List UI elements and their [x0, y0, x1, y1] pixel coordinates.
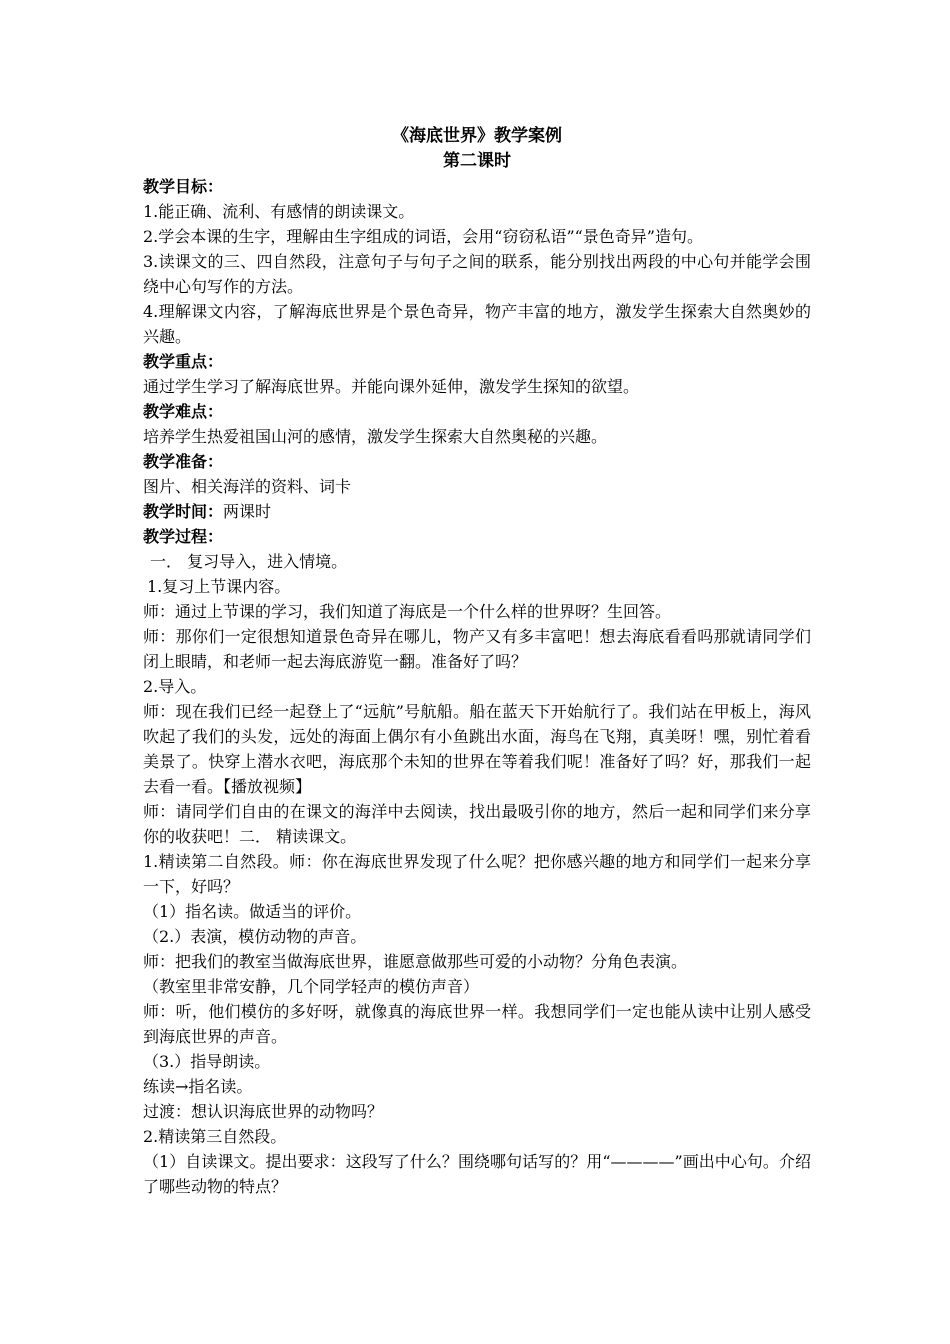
document-title: 《海底世界》教学案例 — [392, 126, 562, 146]
process-paragraph: 师：把我们的教室当做海底世界，谁愿意做那些可爱的小动物？分角色表演。 — [143, 952, 688, 971]
prep-heading: 教学准备： — [143, 452, 224, 471]
process-paragraph: 1.精读第二自然段。师：你在海底世界发现了什么呢？把你感兴趣的地方和同学们一起来分享一下，好吗？ — [143, 852, 811, 896]
process-paragraph: 过渡：想认识海底世界的动物吗？ — [143, 1102, 384, 1121]
time-heading: 教学时间： — [143, 502, 224, 521]
process-paragraph: 师：那你们一定很想知道景色奇异在哪儿，物产又有多丰富吧！想去海底看看吗那就请同学们闭上眼睛，和老师一起去海底游览一翻。准备好了吗？ — [143, 627, 811, 671]
objective-item: 1.能正确、流利、有感情的朗读课文。 — [143, 202, 415, 221]
objectives-heading: 教学目标： — [143, 177, 224, 196]
process-paragraph: 师：请同学们自由的在课文的海洋中去阅读，找出最吸引你的地方，然后一起和同学们来分享你的收获吧！二． 精读课文。 — [143, 802, 811, 846]
difficulty-heading: 教学难点： — [143, 402, 224, 421]
process-paragraph: （教室里非常安静，几个同学轻声的模仿声音） — [143, 977, 480, 996]
process-step: 2.导入。 — [143, 677, 207, 696]
key-points-heading: 教学重点： — [143, 352, 224, 371]
process-paragraph: 师：听，他们模仿的多好呀，就像真的海底世界一样。我想同学们一定也能从读中让别人感受到海底世界的声音。 — [143, 1002, 811, 1046]
objective-item: 4.理解课文内容，了解海底世界是个景色奇异，物产丰富的地方，激发学生探索大自然奥妙的兴趣。 — [143, 302, 811, 346]
document-subtitle: 第二课时 — [443, 151, 511, 171]
process-paragraph: （3.）指导朗读。 — [143, 1052, 271, 1071]
process-paragraph: 2.精读第三自然段。 — [143, 1127, 287, 1146]
process-paragraph: （1）自读课文。提出要求：这段写了什么？围绕哪句话写的？用“————”画出中心句。介绍了哪些动物的特点？ — [143, 1152, 811, 1196]
process-paragraph: 师：现在我们已经一起登上了“远航”号航船。船在蓝天下开始航行了。我们站在甲板上，海风吹起了我们的头发，远处的海面上偶尔有小鱼跳出水面，海鸟在飞翔，真美呀！嘿，别忙着看美景了。快穿上潜水衣吧，海底那个未知的世界在等着我们呢！准备好了吗？好，那我们一起去看一看。【播放视频】 — [143, 702, 811, 796]
process-paragraph: （2.）表演，模仿动物的声音。 — [143, 927, 367, 946]
objective-item: 2.学会本课的生字，理解由生字组成的词语，会用“窃窃私语”“景色奇异”造句。 — [143, 227, 703, 246]
process-paragraph: （1）指名读。做适当的评价。 — [143, 902, 362, 921]
difficulty-text: 培养学生热爱祖国山河的感情，激发学生探索大自然奥秘的兴趣。 — [143, 427, 608, 446]
time-line — [143, 499, 811, 524]
process-step: 一． 复习导入，进入情境。 — [150, 552, 348, 571]
time-value: 两课时 — [223, 502, 272, 521]
prep-text: 图片、相关海洋的资料、词卡 — [143, 477, 352, 496]
process-heading: 教学过程： — [143, 527, 224, 546]
objective-item: 3.读课文的三、四自然段，注意句子与句子之间的联系，能分别找出两段的中心句并能学会围绕中心句写作的方法。 — [143, 252, 811, 296]
key-points-text: 通过学生学习了解海底世界。并能向课外延伸，激发学生探知的欲望。 — [143, 377, 640, 396]
process-paragraph: 练读→指名读。 — [143, 1077, 253, 1096]
process-paragraph: 师：通过上节课的学习，我们知道了海底是一个什么样的世界呀？生回答。 — [143, 602, 672, 621]
document-page — [143, 124, 811, 1199]
process-step: 1.复习上节课内容。 — [147, 577, 291, 596]
